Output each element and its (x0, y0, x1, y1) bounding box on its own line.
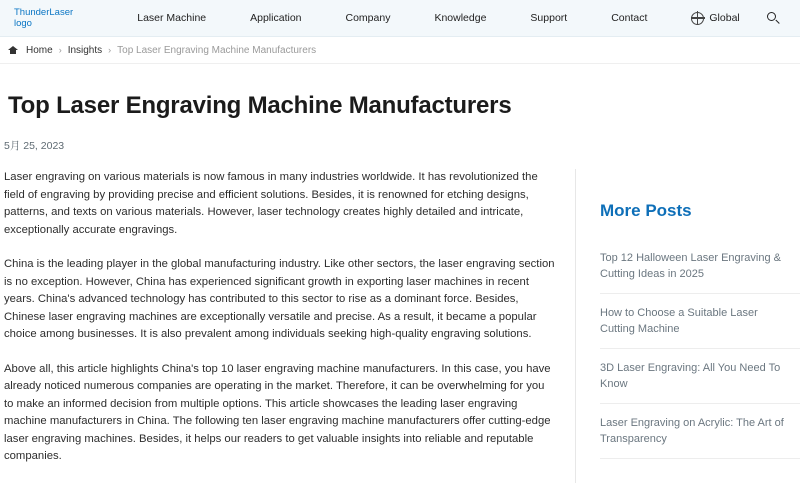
list-item[interactable]: Top 12 Halloween Laser Engraving & Cutting Ideas in 2025 (600, 239, 800, 294)
logo-line-1: ThunderLaser (14, 7, 74, 18)
language-selector[interactable] (691, 12, 739, 25)
breadcrumb-separator-1: › (58, 45, 62, 55)
article-header (0, 64, 800, 120)
globe-icon (691, 12, 704, 25)
nav-item-contact[interactable]: Contact (611, 12, 648, 24)
site-logo[interactable] (14, 7, 110, 29)
article-paragraph: Above all, this article highlights China's top 10 laser engraving machine manufacturers. In this case, you have already noticed numerous companies are operating in the market. Therefore, it can be overwhelming for you to make an informed decision from multiple options. This article showcases the leading laser engraving machine manufacturers in China. The following ten laser engraving machine manufacturers offer cutting-edge laser engraving machines. Besides, it helps our readers to get valuable insights into reliable and reputable companies. (4, 362, 551, 462)
breadcrumb-insights[interactable]: Insights (67, 44, 103, 56)
home-icon (8, 46, 18, 55)
nav-item-laser-machine[interactable]: Laser Machine (137, 12, 207, 24)
search-icon[interactable] (767, 12, 780, 25)
site-header (0, 0, 800, 37)
nav-item-support[interactable]: Support (530, 12, 568, 24)
list-item[interactable]: Laser Engraving on Acrylic: The Art of Transparency (600, 404, 800, 459)
article-paragraph: Laser engraving on various materials is now famous in many industries worldwide. It has revolutionized the field of engraving by providing precise and efficient solutions. Besides, it is renowned for etching designs, patterns, and texts on various materials. However, laser technology creates highly detailed and intricate, exceptionally accurate engravings. (4, 171, 538, 236)
sidebar-title: More Posts (600, 201, 692, 220)
nav-item-application[interactable]: Application (250, 12, 302, 24)
page-title: Top Laser Engraving Machine Manufacturers (8, 92, 512, 119)
main-navigation (110, 12, 767, 25)
nav-item-knowledge[interactable]: Knowledge (434, 12, 487, 24)
breadcrumb (0, 37, 800, 64)
logo-line-2: logo (14, 18, 32, 29)
breadcrumb-separator-2: › (108, 45, 112, 55)
article-date: 5月 25, 2023 (4, 140, 65, 152)
content-area (0, 153, 800, 483)
sidebar (575, 169, 800, 483)
breadcrumb-home[interactable]: Home (26, 44, 53, 56)
list-item[interactable]: How to Choose a Suitable Laser Cutting Machine (600, 294, 800, 349)
breadcrumb-current: Top Laser Engraving Machine Manufacturers (117, 44, 317, 56)
article-paragraph: China is the leading player in the global manufacturing industry. Like other sectors, the laser engraving section is no exception. However, China has experienced significant growth in exporting laser machines in recent years. China's advanced technology has contributed to this sector to rise as a dominant force. Besides, Chinese laser engraving machines are exceptionally versatile and precise. As a result, it became a popular choice among businesses. It is also prevalent among individuals seeking high-quality engraving solutions. (4, 258, 555, 340)
language-label: Global (709, 12, 740, 24)
article-body (0, 169, 565, 483)
list-item[interactable]: 3D Laser Engraving: All You Need To Know (600, 349, 800, 404)
nav-item-company[interactable]: Company (345, 12, 391, 24)
